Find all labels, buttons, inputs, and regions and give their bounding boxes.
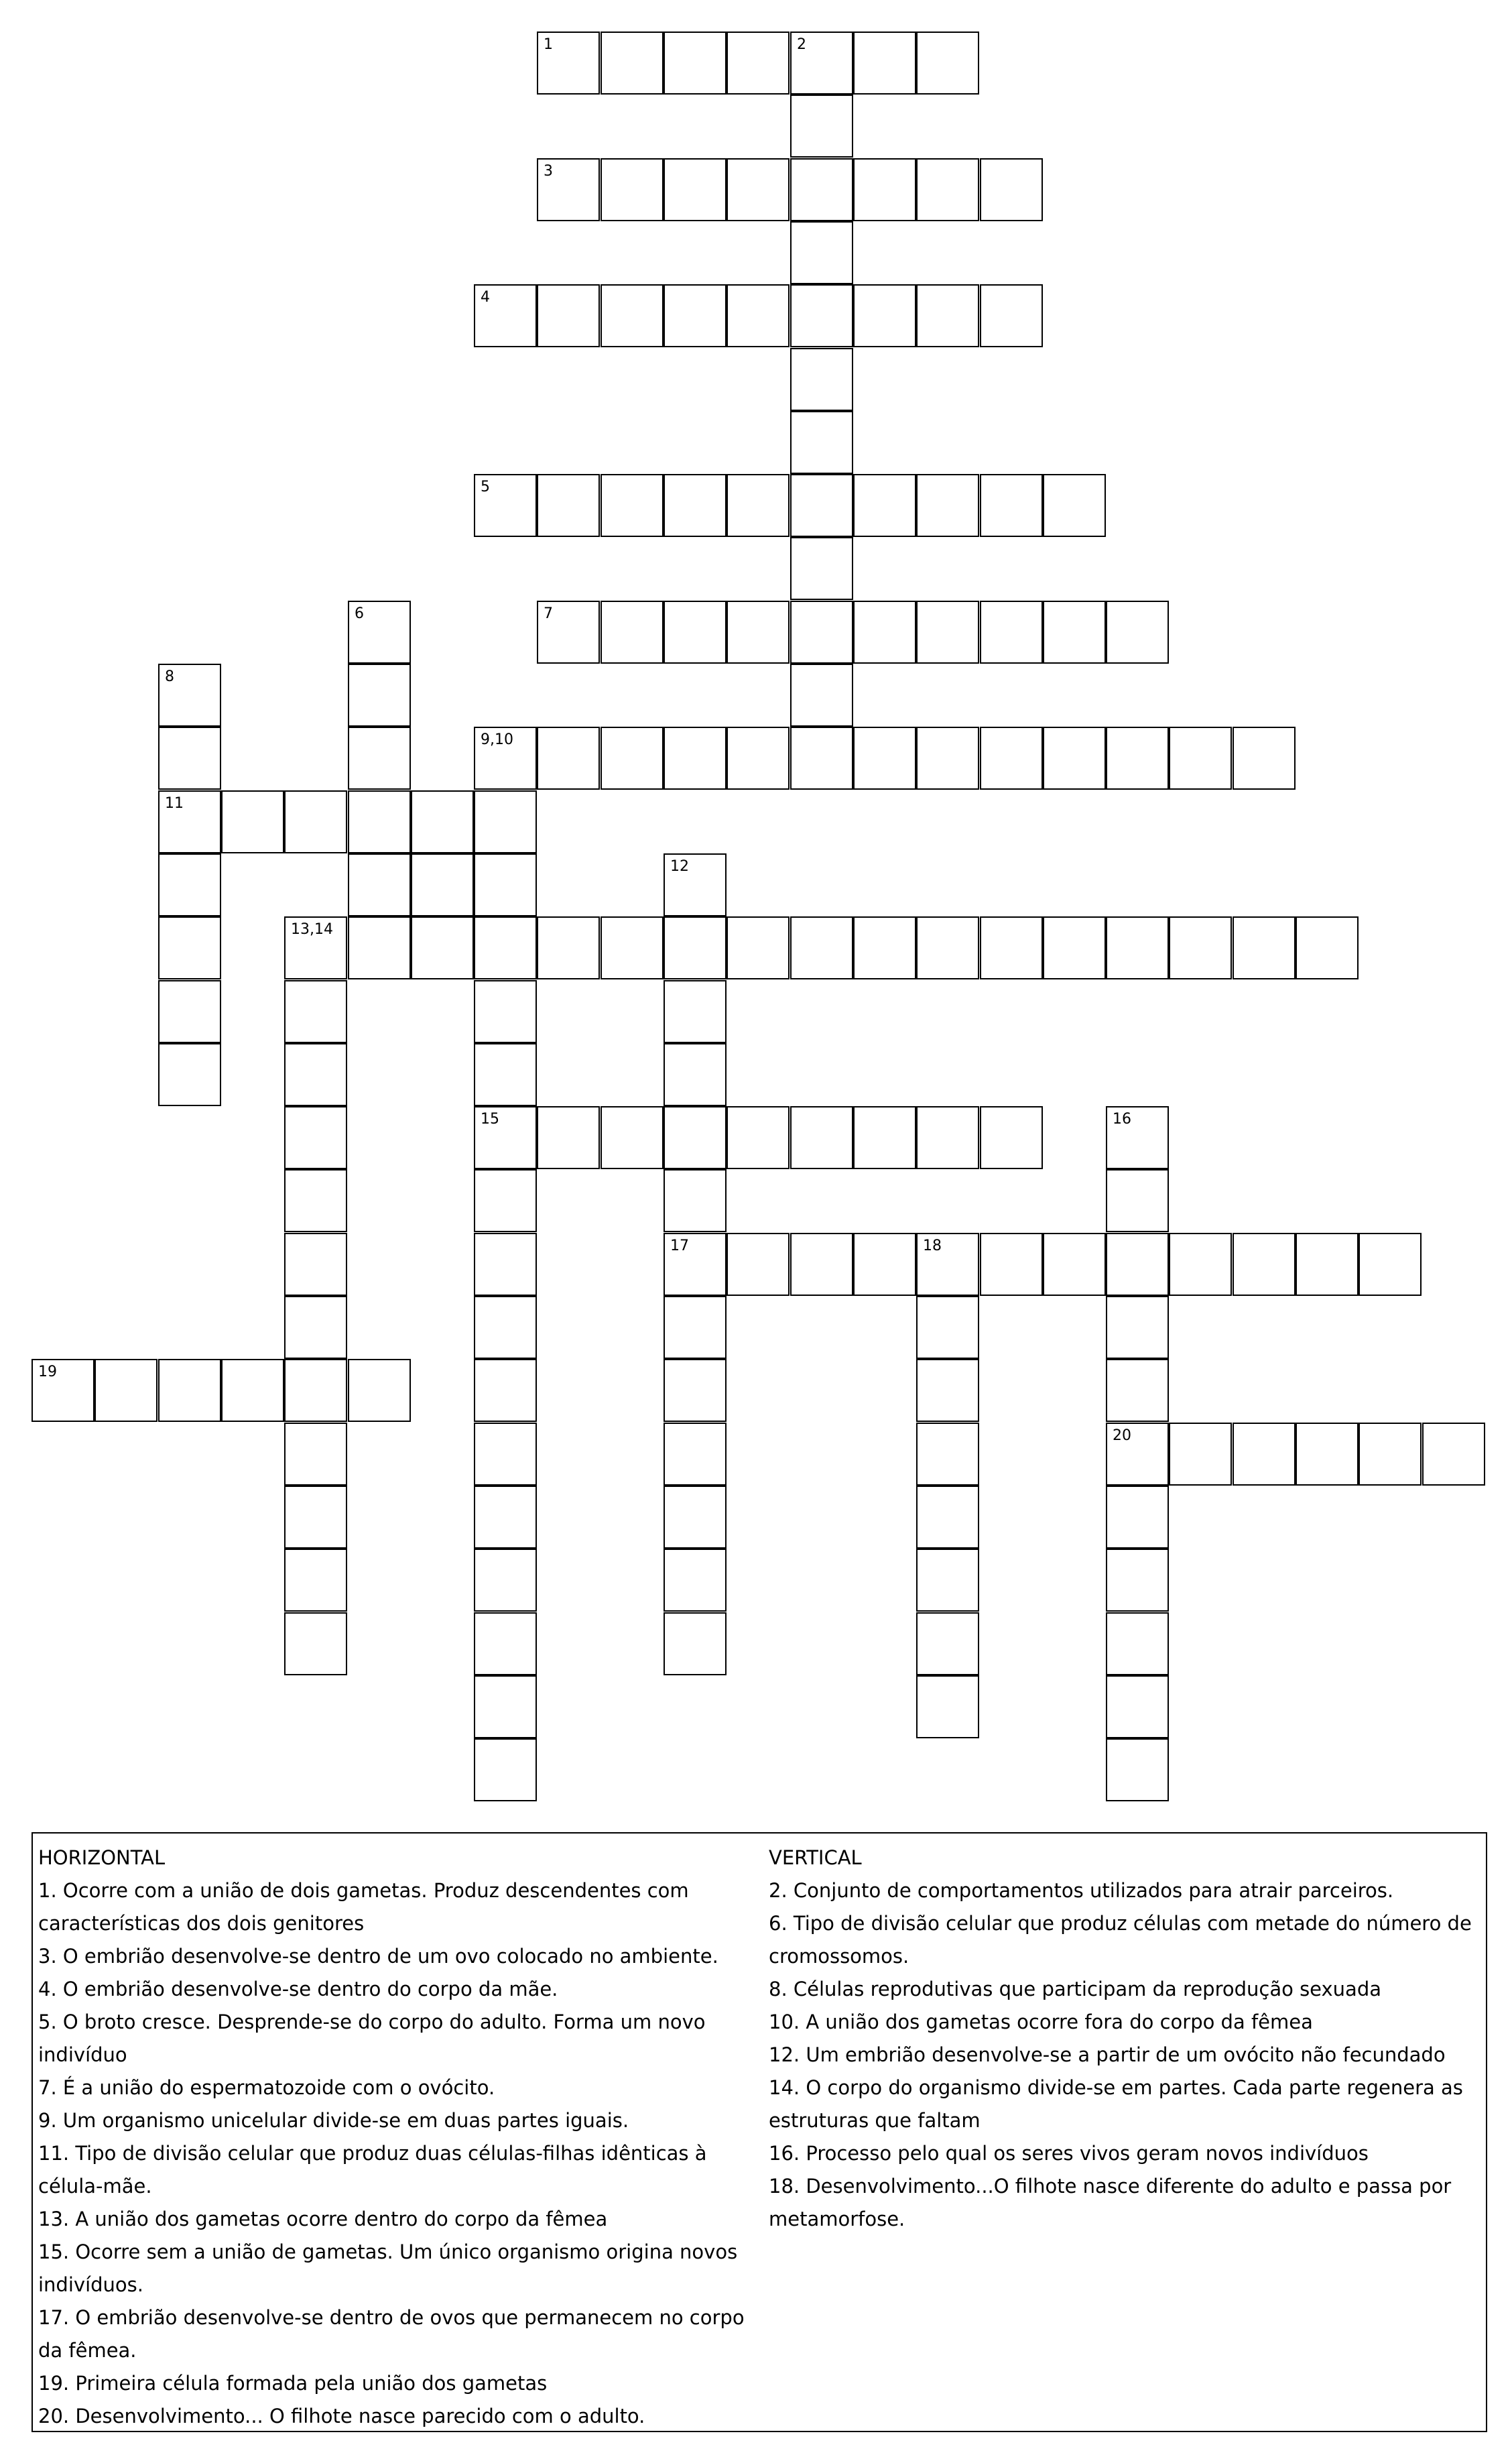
grid-cell[interactable] [284,1423,347,1486]
grid-cell[interactable] [1106,1233,1169,1296]
grid-cell[interactable] [284,1296,347,1359]
grid-cell[interactable] [916,1233,979,1296]
clue-number: 17 [670,1238,689,1254]
grid-cell[interactable] [664,1423,727,1486]
grid-cell[interactable] [790,727,853,790]
grid-cell[interactable] [790,601,853,664]
grid-cell[interactable] [916,474,979,537]
grid-cell[interactable] [916,1423,979,1486]
grid-cell[interactable] [916,1612,979,1675]
grid-cell[interactable] [1422,1423,1485,1486]
grid-cell[interactable] [537,727,600,790]
grid-cell[interactable] [916,1549,979,1612]
grid-cell[interactable] [664,284,727,347]
grid-cell[interactable] [1106,916,1169,979]
clue-number: 12 [670,858,689,875]
grid-cell[interactable] [537,474,600,537]
clue-text: 17. O embrião desenvolve-se dentro de ovos que permanecem no corpo da fêmea. [38,2306,745,2362]
clue-text: 13. A união dos gametas ocorre dentro do corpo da fêmea [38,2208,608,2230]
grid-cell[interactable] [284,1486,347,1549]
grid-cell[interactable] [980,474,1043,537]
grid-cell[interactable] [158,916,221,979]
grid-cell[interactable] [790,474,853,537]
clue-text: 9. Um organismo unicelular divide-se em duas partes iguais. [38,2109,629,2132]
clue-number: 15 [481,1111,499,1128]
vertical-title: VERTICAL [769,1846,862,1869]
grid-cell[interactable] [537,284,600,347]
grid-cell[interactable] [664,1486,727,1549]
grid-cell[interactable] [1169,727,1232,790]
grid-cell[interactable] [158,790,221,853]
grid-cell[interactable] [601,32,664,95]
grid-cell[interactable] [664,1612,727,1675]
clue-number: 9,10 [481,731,513,748]
grid-cell[interactable] [916,1675,979,1738]
grid-cell[interactable] [537,32,600,95]
grid-cell[interactable] [790,221,853,284]
grid-cell[interactable] [1043,474,1106,537]
grid-cell[interactable] [790,284,853,347]
grid-cell[interactable] [474,1233,537,1296]
grid-cell[interactable] [474,1106,537,1169]
horizontal-clue-list [38,1874,762,2433]
grid-cell[interactable] [727,158,790,221]
clue-number: 1 [544,36,553,53]
grid-cell[interactable] [1043,1233,1106,1296]
grid-cell[interactable] [664,1043,727,1106]
grid-cell[interactable] [1106,1675,1169,1738]
clue-number: 4 [481,289,490,306]
grid-cell[interactable] [348,601,411,664]
grid-cell[interactable] [284,1612,347,1675]
grid-cell[interactable] [1043,727,1106,790]
grid-cell[interactable] [537,158,600,221]
grid-cell[interactable] [727,601,790,664]
grid-cell[interactable] [474,1612,537,1675]
clue-text: 4. O embrião desenvolve-se dentro do corpo da mãe. [38,1978,558,2000]
clue-text: 8. Células reprodutivas que participam da reprodução sexuada [769,1978,1381,2000]
grid-cell[interactable] [1106,1106,1169,1169]
clue-text: 20. Desenvolvimento... O filhote nasce parecido com o adulto. [38,2405,645,2427]
grid-cell[interactable] [284,1233,347,1296]
grid-cell[interactable] [348,790,411,853]
grid-cell[interactable] [853,1233,916,1296]
grid-cell[interactable] [664,601,727,664]
grid-cell[interactable] [853,284,916,347]
grid-cell[interactable] [1233,727,1296,790]
grid-cell[interactable] [474,727,537,790]
grid-cell[interactable] [474,1169,537,1232]
clue-text: 11. Tipo de divisão celular que produz duas células-filhas idênticas à célula-mãe. [38,2142,707,2198]
grid-cell[interactable] [853,158,916,221]
grid-cell[interactable] [348,916,411,979]
grid-cell[interactable] [916,601,979,664]
grid-cell[interactable] [790,411,853,474]
grid-cell[interactable] [474,1486,537,1549]
grid-cell[interactable] [790,1106,853,1169]
grid-cell[interactable] [158,1043,221,1106]
grid-cell[interactable] [664,1296,727,1359]
grid-cell[interactable] [727,284,790,347]
grid-cell[interactable] [980,601,1043,664]
grid-cell[interactable] [1169,1423,1232,1486]
grid-cell[interactable] [916,916,979,979]
grid-cell[interactable] [916,158,979,221]
grid-cell[interactable] [853,601,916,664]
grid-cell[interactable] [727,32,790,95]
grid-cell[interactable] [853,916,916,979]
grid-cell[interactable] [853,727,916,790]
grid-cell[interactable] [727,916,790,979]
grid-cell[interactable] [1106,1296,1169,1359]
clue-number: 5 [481,479,490,495]
grid-cell[interactable] [411,916,474,979]
grid-cell[interactable] [158,853,221,916]
grid-cell[interactable] [284,1549,347,1612]
grid-cell[interactable] [32,1359,94,1422]
grid-cell[interactable] [980,727,1043,790]
grid-cell[interactable] [727,1106,790,1169]
clue-text: 7. É a união do espermatozoide com o ovócito. [38,2076,495,2099]
grid-cell[interactable] [664,727,727,790]
grid-cell[interactable] [348,727,411,790]
grid-cell[interactable] [664,1233,727,1296]
grid-cell[interactable] [601,601,664,664]
grid-cell[interactable] [1106,1738,1169,1801]
grid-cell[interactable] [853,474,916,537]
grid-cell[interactable] [916,32,979,95]
grid-cell[interactable] [664,1549,727,1612]
grid-cell[interactable] [790,537,853,600]
grid-cell[interactable] [916,1359,979,1422]
grid-cell[interactable] [284,1359,347,1422]
horizontal-clues [38,1842,762,2433]
grid-cell[interactable] [1359,1233,1422,1296]
grid-cell[interactable] [284,790,347,853]
grid-cell[interactable] [790,158,853,221]
clue-text: 16. Processo pelo qual os seres vivos geram novos indivíduos [769,2142,1369,2165]
grid-cell[interactable] [1043,601,1106,664]
grid-cell[interactable] [537,916,600,979]
grid-cell[interactable] [1043,916,1106,979]
grid-cell[interactable] [474,1549,537,1612]
clue-text: 1. Ocorre com a união de dois gametas. Produz descendentes com características dos dois genitores [38,1879,689,1935]
clue-text: 10. A união dos gametas ocorre fora do corpo da fêmea [769,2010,1313,2033]
clue-number: 18 [923,1238,942,1254]
grid-cell[interactable] [1296,1423,1359,1486]
clue-number: 6 [355,605,364,622]
clue-text: 19. Primeira célula formada pela união dos gametas [38,2372,548,2395]
grid-cell[interactable] [790,916,853,979]
grid-cell[interactable] [348,664,411,727]
grid-cell[interactable] [664,474,727,537]
grid-cell[interactable] [916,727,979,790]
grid-cell[interactable] [916,1106,979,1169]
clue-number: 2 [797,36,806,53]
grid-cell[interactable] [601,916,664,979]
clue-number: 20 [1113,1427,1131,1444]
horizontal-title: HORIZONTAL [38,1846,166,1869]
clue-number: 3 [544,163,553,180]
grid-cell[interactable] [980,1233,1043,1296]
grid-cell[interactable] [1296,916,1359,979]
grid-cell[interactable] [1106,1486,1169,1549]
grid-cell[interactable] [537,601,600,664]
grid-cell[interactable] [790,348,853,411]
grid-cell[interactable] [1106,601,1169,664]
clue-text: 18. Desenvolvimento...O filhote nasce diferente do adulto e passa por metamorfose. [769,2175,1452,2230]
grid-cell[interactable] [853,1106,916,1169]
grid-cell[interactable] [980,158,1043,221]
grid-cell[interactable] [1233,1233,1296,1296]
grid-cell[interactable] [727,1233,790,1296]
grid-cell[interactable] [411,790,474,853]
grid-cell[interactable] [664,853,727,916]
grid-cell[interactable] [980,284,1043,347]
grid-cell[interactable] [664,980,727,1043]
grid-cell[interactable] [158,980,221,1043]
grid-cell[interactable] [601,284,664,347]
grid-cell[interactable] [474,916,537,979]
grid-cell[interactable] [474,790,537,853]
grid-cell[interactable] [1106,1359,1169,1422]
grid-cell[interactable] [664,1359,727,1422]
clue-text: 5. O broto cresce. Desprende-se do corpo do adulto. Forma um novo indivíduo [38,2010,706,2066]
grid-cell[interactable] [1106,1169,1169,1232]
grid-cell[interactable] [1106,1549,1169,1612]
clue-text: 15. Ocorre sem a união de gametas. Um único organismo origina novos indivíduos. [38,2240,738,2296]
grid-cell[interactable] [474,1359,537,1422]
grid-cell[interactable] [474,1738,537,1801]
grid-cell[interactable] [916,284,979,347]
grid-cell[interactable] [664,1106,727,1169]
grid-cell[interactable] [1106,1612,1169,1675]
grid-cell[interactable] [474,1296,537,1359]
grid-cell[interactable] [601,158,664,221]
grid-cell[interactable] [284,980,347,1043]
grid-cell[interactable] [980,1106,1043,1169]
grid-cell[interactable] [474,1423,537,1486]
clue-text: 14. O corpo do organismo divide-se em partes. Cada parte regenera as estruturas que faltam [769,2076,1463,2132]
grid-cell[interactable] [1296,1233,1359,1296]
grid-cell[interactable] [284,916,347,979]
vertical-clues [769,1842,1479,2236]
clue-text: 2. Conjunto de comportamentos utilizados para atrair parceiros. [769,1879,1394,1902]
grid-cell[interactable] [1106,727,1169,790]
grid-cell[interactable] [474,1043,537,1106]
grid-cell[interactable] [790,664,853,727]
grid-cell[interactable] [1106,1423,1169,1486]
grid-cell[interactable] [664,1169,727,1232]
clue-number: 7 [544,605,553,622]
grid-cell[interactable] [601,1106,664,1169]
clue-number: 13,14 [291,921,333,938]
grid-cell[interactable] [727,727,790,790]
grid-cell[interactable] [664,916,727,979]
grid-cell[interactable] [221,1359,284,1422]
grid-cell[interactable] [980,916,1043,979]
grid-cell[interactable] [474,284,537,347]
grid-cell[interactable] [1233,1423,1296,1486]
grid-cell[interactable] [790,95,853,158]
grid-cell[interactable] [664,158,727,221]
grid-cell[interactable] [664,32,727,95]
grid-cell[interactable] [284,1043,347,1106]
grid-cell[interactable] [1169,1233,1232,1296]
grid-cell[interactable] [158,727,221,790]
clues-box [32,1832,1487,2432]
grid-cell[interactable] [790,32,853,95]
grid-cell[interactable] [284,1106,347,1169]
grid-cell[interactable] [348,853,411,916]
grid-cell[interactable] [158,664,221,727]
vertical-clue-list [769,1874,1479,2236]
grid-cell[interactable] [221,790,284,853]
grid-cell[interactable] [916,1296,979,1359]
grid-cell[interactable] [790,1233,853,1296]
grid-cell[interactable] [601,474,664,537]
grid-cell[interactable] [1169,916,1232,979]
grid-cell[interactable] [916,1486,979,1549]
grid-cell[interactable] [158,1359,221,1422]
grid-cell[interactable] [474,1675,537,1738]
grid-cell[interactable] [474,474,537,537]
grid-cell[interactable] [94,1359,158,1422]
grid-cell[interactable] [284,1169,347,1232]
clue-number: 11 [165,795,184,812]
clue-text: 12. Um embrião desenvolve-se a partir de um ovócito não fecundado [769,2043,1446,2066]
grid-cell[interactable] [411,853,474,916]
grid-cell[interactable] [727,474,790,537]
clue-text: 3. O embrião desenvolve-se dentro de um ovo colocado no ambiente. [38,1945,718,1968]
clue-text: 6. Tipo de divisão celular que produz células com metade do número de cromossomos. [769,1912,1472,1968]
clue-number: 19 [38,1364,57,1380]
grid-cell[interactable] [1359,1423,1422,1486]
grid-cell[interactable] [474,853,537,916]
grid-cell[interactable] [1233,916,1296,979]
grid-cell[interactable] [601,727,664,790]
grid-cell[interactable] [474,980,537,1043]
clue-number: 8 [165,668,174,685]
grid-cell[interactable] [348,1359,411,1422]
grid-cell[interactable] [537,1106,600,1169]
grid-cell[interactable] [853,32,916,95]
clue-number: 16 [1113,1111,1131,1128]
